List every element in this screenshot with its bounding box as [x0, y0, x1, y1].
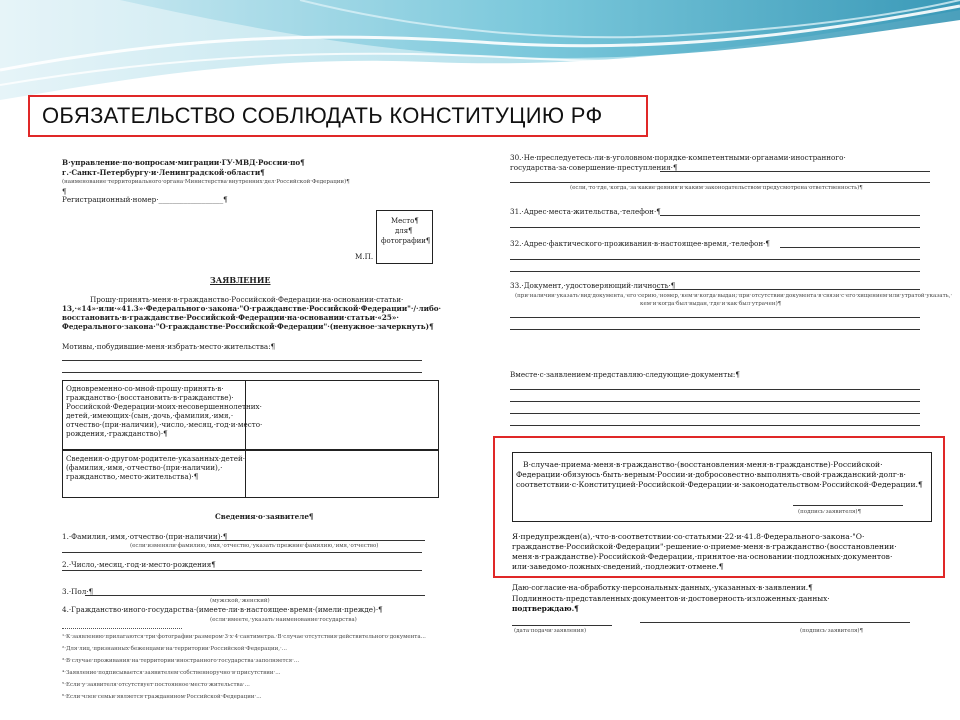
slide-title-box — [28, 95, 648, 137]
slide-title: ОБЯЗАТЕЛЬСТВО СОБЛЮДАТЬ КОНСТИТУЦИЮ РФ — [42, 103, 603, 128]
blank-line — [85, 595, 425, 596]
date-line — [512, 625, 612, 626]
other-parent-table — [62, 450, 439, 498]
warning-line-4: или·заведомо·ложных·сведений,·подлежит·отмене.¶ — [512, 562, 724, 571]
oath-signature-caption: (подпись·заявителя)¶ — [798, 509, 862, 515]
oath-line-2: Федерации·обязуюсь·быть·верным·России·и·добросовестно·выполнять·свой·гражданский·долг·в· — [516, 470, 906, 479]
stamp-place: М.П. — [355, 252, 374, 261]
paragraph-mark: ¶ — [62, 187, 67, 196]
blank-line — [510, 413, 920, 414]
blank-line — [510, 227, 920, 228]
field-sex: 3.·Пол·¶ — [62, 587, 94, 596]
photo-label-2: для¶ — [395, 227, 413, 235]
blank-line — [660, 215, 920, 216]
photo-label-3: фотографии¶ — [381, 237, 431, 245]
item-33-caption-2: кем·и·когда·был·выдан,·где·и·как·был·утрачен)¶ — [640, 301, 782, 307]
table-text: Сведения·о·другом·родителе·указанных·детей· — [66, 454, 246, 463]
table-text: Одновременно·со·мной·прошу·принять·в· — [66, 384, 224, 393]
authority-line-1: В·управление·по·вопросам·миграции·ГУ·МВД·России·по¶ — [62, 158, 305, 167]
header-wave-decoration — [0, 0, 960, 110]
field-name-caption: (если·изменяли·фамилию,·имя,·отчество,·указать·прежние·фамилию,·имя,·отчество) — [130, 543, 379, 549]
signature-caption: (подпись·заявителя)¶ — [800, 628, 864, 634]
blank-line — [510, 271, 920, 272]
authenticity-line-1: Подлинность·представленных·документов·и·достоверность·изложенных·данных· — [512, 594, 830, 603]
table-text: отчество·(при·наличии),·число,·месяц,·год·и·место· — [66, 420, 263, 429]
authority-caption: (наименование·территориального·органа·Министерства·внутренних·дел·Российской·Федерации)¶ — [62, 179, 350, 185]
field-citizenship: 4.·Гражданство·иного·государства·(имеете·ли·в·настоящее·время·(имели·прежде)·¶ — [62, 605, 383, 614]
item-32: 32.·Адрес·фактического·проживания·в·настоящее·время,·телефон·¶ — [510, 239, 770, 248]
intro-line-2: 13,·«14»·или·«41.3»·Федерального·закона·"О·гражданстве·Российской·Федерации"·/·либо· — [62, 304, 442, 313]
field-birth: 2.·Число,·месяц,·год·и·место·рождения¶ — [62, 560, 216, 569]
intro-line-1: Прошу·принять·меня·в·гражданство·Российской·Федерации·на·основании·статьи· — [90, 295, 404, 304]
authenticity-line-2: подтверждаю.¶ — [512, 604, 579, 613]
application-form-page-1 — [60, 150, 445, 720]
item-30-line-1: 30.·Не·преследуетесь·ли·в·уголовном·порядке·компетентными·органами·иностранного· — [510, 153, 846, 162]
item-31: 31.·Адрес·места·жительства,·телефон·¶ — [510, 207, 661, 216]
field-sex-caption: (мужской,·женский) — [210, 598, 270, 604]
documents-line: Вместе·с·заявлением·представляю·следующие·документы:¶ — [510, 370, 740, 379]
consent-line: Даю·согласие·на·обработку·персональных·данных,·указанных·в·заявлении.¶ — [512, 583, 813, 592]
table-text: гражданство·(восстановить·в·гражданстве)· — [66, 393, 234, 402]
field-citizenship-caption: (если·имеете,·указать·наименование·государства) — [210, 617, 357, 623]
date-caption: (дата·подачи·заявления) — [514, 628, 587, 634]
blank-line — [62, 360, 422, 361]
item-33-caption-1: (при·наличии·указать·вид·документа,·его·серию,·номер,·кем·и·когда·выдан;·при·отсутствии·документа·в·связи·с·его·хищением·или·утратой·указать,· — [515, 293, 953, 299]
signature-line — [640, 622, 910, 623]
oath-line-1: В·случае·приема·меня·в·гражданство·(восстановления·меня·в·гражданстве)·Российской· — [523, 460, 883, 469]
footnote: ⁴·Заявление·подписывается·заявителем·собственноручно·в·присутствии·... — [62, 670, 281, 676]
blank-line — [510, 182, 930, 183]
intro-line-4: Федерального·закона·"О·гражданстве·Российской·Федерации"·(ненужное·зачеркнуть)¶ — [62, 322, 434, 331]
footnote: ¹·К·заявлению·прилагаются·три·фотографии·размером·3·х·4·сантиметра.·В·случае·отсутствия·действительного·документа... — [62, 634, 426, 640]
field-name: 1.·Фамилия,·имя,·отчество·(при·наличии)·¶ — [62, 532, 228, 541]
item-33: 33.·Документ,·удостоверяющий·личность·¶ — [510, 281, 676, 290]
blank-line — [655, 289, 920, 290]
motives-line: Мотивы,·побудившие·меня·избрать·место·жительства:¶ — [62, 342, 276, 351]
blank-line — [510, 259, 920, 260]
blank-line — [510, 401, 920, 402]
warning-line-1: Я·предупрежден(а),·что·в·соответствии·со·статьями·22·и·41.8·Федерального·закона·"О· — [512, 532, 865, 541]
blank-line — [660, 171, 930, 172]
blank-line — [510, 425, 920, 426]
footnote: ³·В·случае·проживания·на·территории·иностранного·государства·заполняется·... — [62, 658, 300, 664]
blank-line — [62, 552, 422, 553]
warning-line-3: меня·в·гражданстве)·Российской·Федерации,·принятое·на·основании·подложных·документов· — [512, 552, 893, 561]
table-text: (фамилия,·имя,·отчество·(при·наличии),· — [66, 463, 223, 472]
item-30-caption: (если,·то·где,·когда,·за·какие·деяния·и·каким·законодательством·предусмотрена·ответственность)¶ — [570, 185, 863, 191]
footnote: ⁵·Если·у·заявителя·отсутствует·постоянное·место·жительства·... — [62, 682, 250, 688]
form-heading: ЗАЯВЛЕНИЕ — [210, 275, 271, 285]
blank-line — [62, 570, 422, 571]
blank-line — [210, 540, 425, 541]
table-text: Российской·Федерации·моих·несовершеннолетних· — [66, 402, 262, 411]
footnote-separator — [62, 628, 182, 629]
item-30-line-2: государства·за·совершение·преступления·¶ — [510, 163, 678, 172]
blank-line — [510, 389, 920, 390]
photo-label-1: Место¶ — [391, 217, 419, 225]
authority-line-2: г.·Санкт-Петербургу·и·Ленинградской·области¶ — [62, 168, 265, 177]
intro-line-3: восстановить·в·гражданстве·Российской·Федерации·на·основании·статьи·«25»· — [62, 313, 399, 322]
highlight-oath-box — [493, 436, 945, 578]
table-text: рождения,·гражданство)·¶ — [66, 429, 168, 438]
table-text: гражданство,·место·жительства)·¶ — [66, 472, 199, 481]
blank-line — [510, 329, 920, 330]
warning-line-2: гражданстве·Российской·Федерации"·решение·о·приеме·меня·в·гражданство·(восстановлении· — [512, 542, 897, 551]
footnote: ⁶·Если·член·семьи·является·гражданином·Российской·Федерации·... — [62, 694, 262, 700]
oath-line-3: соответствии·с·Конституцией·Российской·Федерации·и·законодательством·Российской·Федерации.¶ — [516, 480, 923, 489]
section-heading: Сведения·о·заявителе¶ — [215, 512, 314, 521]
footnote: ²·Для·лиц,·признанных·беженцами·на·территории·Российской·Федерации,·... — [62, 646, 288, 652]
blank-line — [510, 317, 920, 318]
registration-number: Регистрационный·номер·__________________¶ — [62, 195, 228, 204]
table-text: детей,·имеющих·(сын,·дочь,·фамилия,·имя,· — [66, 411, 234, 420]
blank-line — [780, 247, 920, 248]
blank-line — [62, 372, 422, 373]
photo-placeholder — [376, 210, 433, 264]
children-table — [62, 380, 439, 450]
